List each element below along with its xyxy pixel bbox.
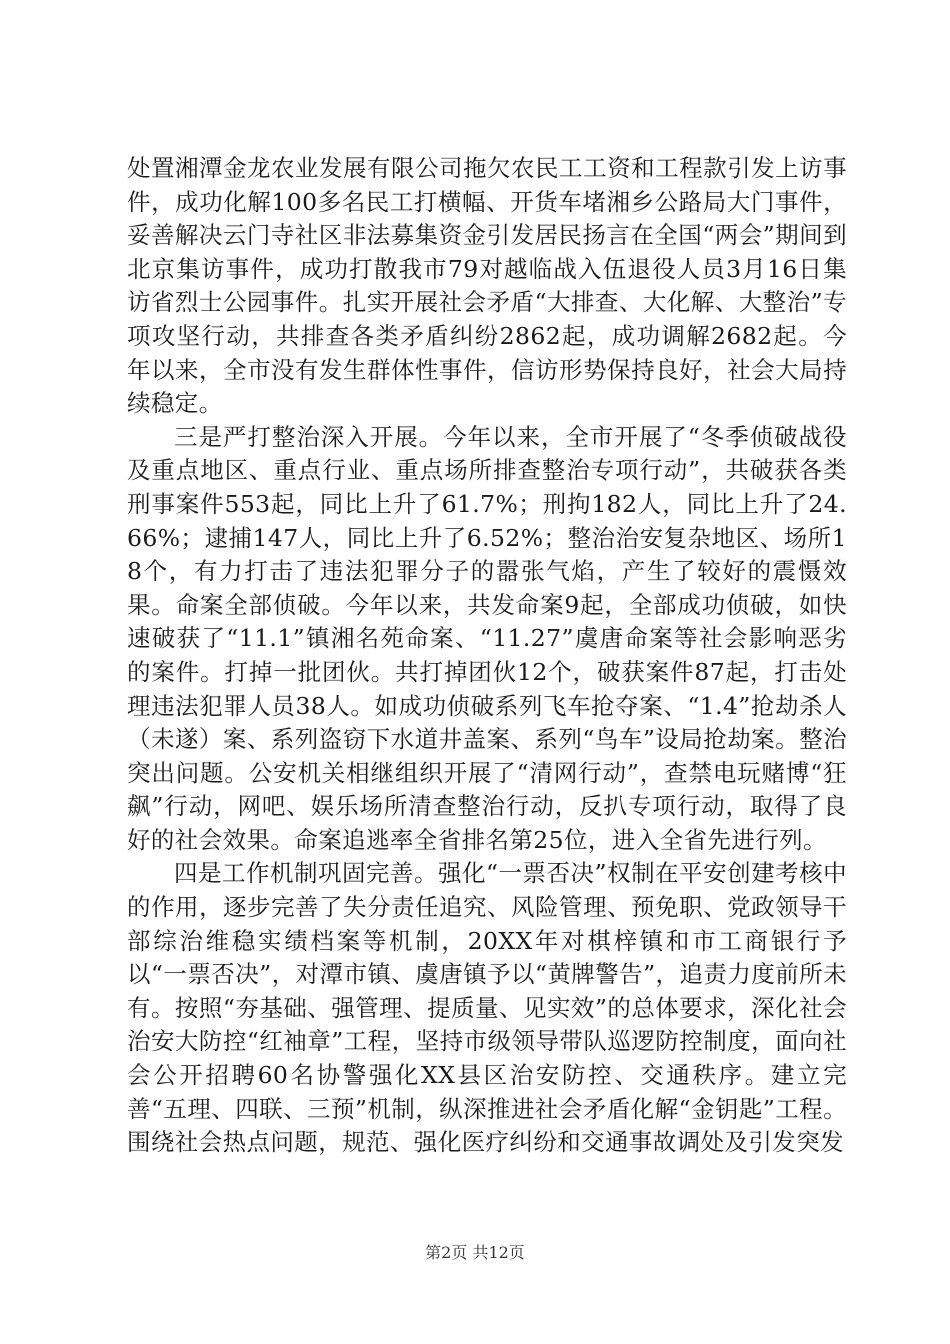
page-number-footer: 第2页 共12页 bbox=[425, 1243, 525, 1262]
document-body bbox=[127, 152, 847, 1160]
paragraph-1: 处置湘潭金龙农业发展有限公司拖欠农民工工资和工程款引发上访事件，成功化解100多名民工打横幅、开货车堵湘乡公路局大门事件，妥善解决云门寺社区非法募集资金引发居民扬言在全国“两会”期间到北京集访事件，成功打散我市79对越临战入伍退役人员3月16日集访省烈士公园事件。扎实开展社会矛盾“大排查、大化解、大整治”专项攻坚行动，共排查各类矛盾纠纷2862起，成功调解2682起。今年以来，全市没有发生群体性事件，信访形势保持良好，社会大局持续稳定。 bbox=[127, 154, 847, 418]
paragraph-3: 四是工作机制巩固完善。强化“一票否决”权制在平安创建考核中的作用，逐步完善了失分责任追究、风险管理、预免职、党政领导干部综治维稳实绩档案等机制，20XX年对棋梓镇和市工商银行予以“一票否决”，对潭市镇、虞唐镇予以“黄牌警告”，追责力度前所未有。按照“夯基础、强管理、提质量、见实效”的总体要求，深化社会治安大防控“红袖章”工程，坚持市级领导带队巡逻防控制度，面向社会公开招聘60名协警强化XX县区治安防控、交通秩序。建立完善“五理、四联、三预”机制，纵深推进社会矛盾化解“金钥匙”工程。围绕社会热点问题，规范、强化医疗纠纷和交通事故调处及引发突发 bbox=[127, 859, 847, 1157]
paragraph-2: 三是严打整治深入开展。今年以来，全市开展了“冬季侦破战役及重点地区、重点行业、重点场所排查整治专项行动”，共破获各类刑事案件553起，同比上升了61.7%；刑拘182人，同比上升了24.66%；逮捕147人，同比上升了6.52%；整治治安复杂地区、场所18个，有力打击了违法犯罪分子的嚣张气焰，产生了较好的震慑效果。命案全部侦破。今年以来，共发命案9起，全部成功侦破，如快速破获了“11.1”镇湘名苑命案、“11.27”虞唐命案等社会影响恶劣的案件。打掉一批团伙。共打掉团伙12个，破获案件87起，打击处理违法犯罪人员38人。如成功侦破系列飞车抢夺案、“1.4”抢劫杀人（未遂）案、系列盗窃下水道井盖案、系列“鸟车”设局抢劫案。整治突出问题。公安机关相继组织开展了“清网行动”，查禁电玩赌博“狂飙”行动，网吧、娱乐场所清查整治行动，反扒专项行动，取得了良好的社会效果。命案追逃率全省排名第25位，进入全省先进行列。 bbox=[127, 422, 847, 854]
